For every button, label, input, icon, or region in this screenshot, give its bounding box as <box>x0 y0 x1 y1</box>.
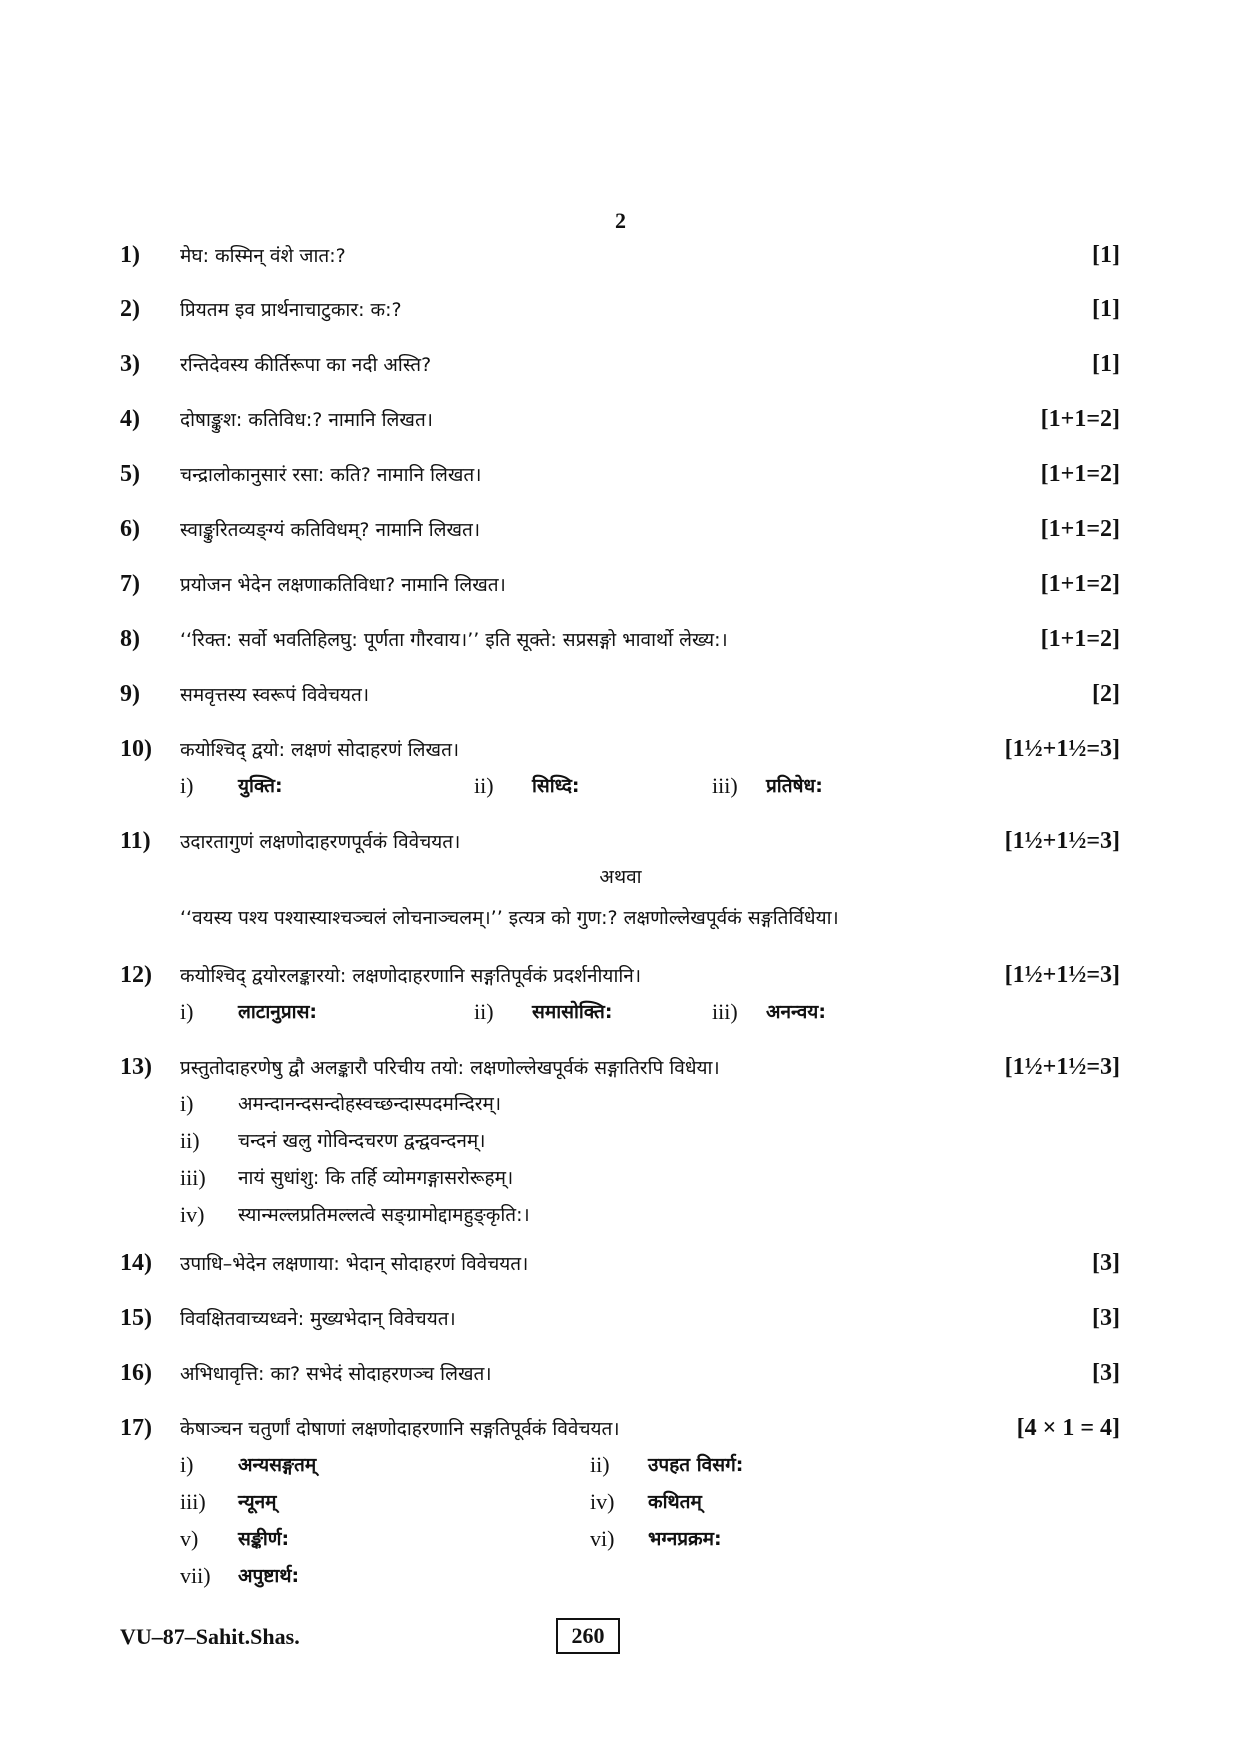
question-marks: [1½+1½=3] <box>1004 736 1120 762</box>
question-number: 10) <box>120 736 152 762</box>
option-numeral: ii) <box>180 1128 200 1153</box>
question-text: कयोश्चिद् द्वयोरलङ्कारयो: लक्षणोदाहरणानि सङ्गतिपूर्वकं प्रदर्शनीयानि। <box>180 965 642 987</box>
page-box: 260 <box>556 1618 620 1654</box>
question-15 <box>120 1303 1120 1333</box>
question-text: अभिधावृत्ति: का? सभेदं सोदाहरणञ्च लिखत। <box>180 1363 492 1385</box>
option-text: स्यान्मल्लप्रतिमल्लत्वे सङ्ग्रामोद्दामहुङ्कृति:। <box>238 1204 530 1226</box>
option-numeral: i) <box>180 1452 194 1477</box>
option-text: युक्ति: <box>238 775 283 797</box>
option-numeral: iii) <box>712 999 738 1024</box>
question-marks: [1½+1½=3] <box>1004 828 1120 854</box>
option-numeral: v) <box>180 1526 199 1551</box>
option-text: सिध्दि: <box>532 775 580 797</box>
question-number: 11) <box>120 828 151 854</box>
option-text: नायं सुधांशु: कि तर्हि व्योमगङ्गासरोरूहम्। <box>238 1167 514 1189</box>
question-number: 3) <box>120 351 140 377</box>
option-numeral: ii) <box>474 773 494 798</box>
question-marks: [1] <box>1092 242 1120 268</box>
question-text: प्रयोजन भेदेन लक्षणाकतिविधा? नामानि लिखत। <box>180 574 506 596</box>
question-number: 16) <box>120 1360 152 1386</box>
question-text: रन्तिदेवस्य कीर्तिरूपा का नदी अस्ति? <box>180 354 432 376</box>
question-marks: [2] <box>1092 681 1120 707</box>
option-numeral: ii) <box>474 999 494 1024</box>
question-2 <box>120 294 1120 324</box>
option-text: अमन्दानन्दसन्दोहस्वच्छन्दास्पदमन्दिरम्। <box>238 1093 502 1115</box>
question-9 <box>120 679 1120 709</box>
paper-code: VU–87–Sahit.Shas. <box>120 1624 300 1649</box>
option-text: अन्यसङ्गतम् <box>238 1454 317 1476</box>
option-numeral: iv) <box>180 1202 205 1227</box>
question-marks: [3] <box>1092 1305 1120 1331</box>
question-marks: [1+1=2] <box>1040 571 1120 597</box>
question-text: ‘‘रिक्त: सर्वो भवतिहिलघु: पूर्णता गौरवाय।’’ इति सूक्ते: सप्रसङ्गो भावार्थो लेख्य:। <box>180 629 728 651</box>
question-10 <box>120 734 1120 764</box>
question-number: 17) <box>120 1415 152 1441</box>
or-separator: अथवा <box>599 866 642 888</box>
question-text: समवृत्तस्य स्वरूपं विवेचयत। <box>180 684 370 706</box>
question-number: 5) <box>120 461 140 487</box>
option-text: अपुष्टार्थ: <box>238 1565 300 1587</box>
question-text: प्रस्तुतोदाहरणेषु द्वौ अलङ्कारौ परिचीय तयो: लक्षणोल्लेखपूर्वकं सङ्गातिरपि विधेया। <box>180 1057 720 1079</box>
option-numeral: iii) <box>180 1489 206 1514</box>
question-marks: [1] <box>1092 351 1120 377</box>
option-numeral: vii) <box>180 1563 211 1588</box>
page-number: 2 <box>615 208 626 233</box>
option-numeral: i) <box>180 1091 194 1116</box>
question-number: 9) <box>120 681 140 707</box>
question-13 <box>120 1052 1120 1082</box>
question-11 <box>120 826 1120 856</box>
question-1 <box>120 240 1120 270</box>
question-marks: [1] <box>1092 296 1120 322</box>
option-numeral: vi) <box>590 1526 615 1551</box>
question-number: 1) <box>120 242 140 268</box>
option-text: न्यूनम् <box>238 1491 277 1513</box>
question-marks: [1+1=2] <box>1040 406 1120 432</box>
question-number: 2) <box>120 296 140 322</box>
question-text: स्वाङ्कुरितव्यङ्ग्यं कतिविधम्? नामानि लिखत। <box>180 519 481 541</box>
option-numeral: iii) <box>712 773 738 798</box>
option-numeral: i) <box>180 999 194 1024</box>
question-5 <box>120 459 1120 489</box>
question-number: 12) <box>120 962 152 988</box>
option-text: सङ्कीर्ण: <box>238 1528 290 1550</box>
option-text: समासोक्ति: <box>532 1001 613 1023</box>
question-marks: [4 × 1 = 4] <box>1016 1415 1120 1441</box>
question-text: चन्द्रालोकानुसारं रसा: कति? नामानि लिखत। <box>180 464 482 486</box>
question-text: दोषाङ्कुश: कतिविध:? नामानि लिखत। <box>180 409 433 431</box>
question-8 <box>120 624 1120 654</box>
question-text: विवक्षितवाच्यध्वने: मुख्यभेदान् विवेचयत। <box>180 1308 456 1330</box>
question-marks: [1+1=2] <box>1040 461 1120 487</box>
question-text: मेघ: कस्मिन् वंशे जात:? <box>180 245 346 267</box>
question-number: 4) <box>120 406 140 432</box>
question-text: केषाञ्चन चतुर्णां दोषाणां लक्षणोदाहरणानि सङ्गतिपूर्वकं विवेचयत। <box>180 1418 620 1440</box>
option-text: भग्नप्रक्रम: <box>648 1528 722 1550</box>
option-numeral: iii) <box>180 1165 206 1190</box>
question-number: 13) <box>120 1054 152 1080</box>
question-number: 7) <box>120 571 140 597</box>
question-marks: [3] <box>1092 1360 1120 1386</box>
question-6 <box>120 514 1120 544</box>
option-text: लाटानुप्रास: <box>238 1001 318 1023</box>
question-marks: [1½+1½=3] <box>1004 1054 1120 1080</box>
question-text: उदारतागुणं लक्षणोदाहरणपूर्वकं विवेचयत। <box>180 831 461 853</box>
question-14 <box>120 1248 1120 1278</box>
option-text: अनन्वय: <box>766 1001 826 1023</box>
option-text: प्रतिषेध: <box>766 775 823 797</box>
option-numeral: iv) <box>590 1489 615 1514</box>
question-17 <box>120 1413 1120 1443</box>
q11-alternative: ‘‘वयस्य पश्य पश्यास्याश्चञ्चलं लोचनाञ्चलम्।’’ इत्यत्र को गुण:? लक्षणोल्लेखपूर्वकं सङ्गतिर्विधेया। <box>180 907 839 929</box>
question-text: कयोश्चिद् द्वयो: लक्षणं सोदाहरणं लिखत। <box>180 739 460 761</box>
question-text: प्रियतम इव प्रार्थनाचाटुकार: क:? <box>180 299 402 321</box>
question-3 <box>120 349 1120 379</box>
question-marks: [1½+1½=3] <box>1004 962 1120 988</box>
option-numeral: i) <box>180 773 194 798</box>
option-text: उपहत विसर्ग: <box>648 1454 744 1476</box>
question-number: 15) <box>120 1305 152 1331</box>
question-marks: [3] <box>1092 1250 1120 1276</box>
question-12 <box>120 960 1120 990</box>
question-marks: [1+1=2] <box>1040 626 1120 652</box>
question-7 <box>120 569 1120 599</box>
question-number: 14) <box>120 1250 152 1276</box>
question-number: 8) <box>120 626 140 652</box>
option-text: कथितम् <box>648 1491 702 1513</box>
question-4 <box>120 404 1120 434</box>
option-numeral: ii) <box>590 1452 610 1477</box>
option-text: चन्दनं खलु गोविन्दचरण द्वन्द्ववन्दनम्। <box>238 1130 486 1152</box>
question-number: 6) <box>120 516 140 542</box>
question-marks: [1+1=2] <box>1040 516 1120 542</box>
question-16 <box>120 1358 1120 1388</box>
question-text: उपाधि–भेदेन लक्षणाया: भेदान् सोदाहरणं विवेचयत। <box>180 1253 529 1275</box>
